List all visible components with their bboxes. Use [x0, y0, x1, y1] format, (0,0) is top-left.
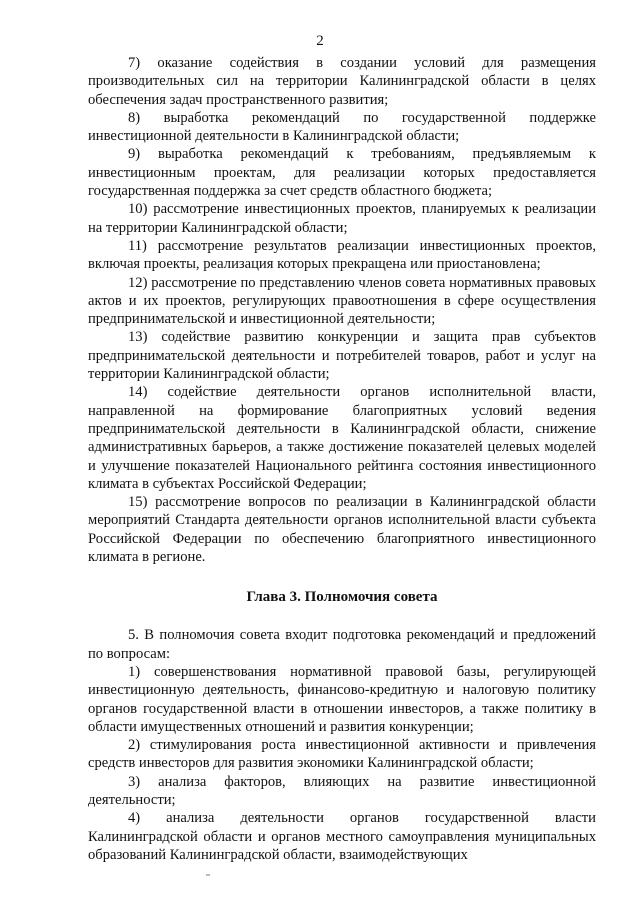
- list-item: 9) выработка рекомендаций к требованиям, предъявляемым к инвестиционным проектам, для реализации которых предоставляется государственная поддержка за счет средств областного бюджета;: [88, 146, 596, 200]
- list-item: 3) анализа факторов, влияющих на развитие инвестиционной деятельности;: [88, 773, 596, 808]
- list-item: 1) совершенствования нормативной правовой базы, регулирующей инвестиционную деятельность, финансово-кредитную и налоговую политику органов государственной власти в отношении инвесторов, а также политику в области имущественных отношений и развития конкуренции;: [88, 663, 596, 735]
- scan-speck: [206, 874, 210, 876]
- list-item: 8) выработка рекомендаций по государственной поддержке инвестиционной деятельности в Калининградской области;: [88, 109, 596, 145]
- list-item: 5. В полномочия совета входит подготовка рекомендаций и предложений по вопросам:: [88, 627, 596, 662]
- page-number: 2: [316, 33, 324, 49]
- list-item: 10) рассмотрение инвестиционных проектов, планируемых к реализации на территории Калининградской области;: [88, 201, 596, 236]
- list-item: 13) содействие развитию конкуренции и защита прав субъектов предпринимательской деятельности и потребителей товаров, работ и услуг на территории Калининградской области;: [88, 329, 596, 383]
- document-body: [88, 54, 596, 864]
- list-item: 12) рассмотрение по представлению членов совета нормативных правовых актов и их проектов, регулирующих правоотношения в сфере осуществления предпринимательской и инвестиционной деятельности;: [88, 274, 596, 328]
- list-item: 7) оказание содействия в создании условий для размещения производительных сил на территории Калининградской области в целях обеспечения задач пространственного развития;: [88, 55, 596, 108]
- list-item: 4) анализа деятельности органов государственной власти Калининградской области и органов местного самоуправления муниципальных образований Калининградской области, взаимодействующих: [88, 810, 596, 863]
- chapter-heading: Глава 3. Полномочия совета: [246, 589, 438, 606]
- list-item: 14) содействие деятельности органов исполнительной власти, направленной на формирование благоприятных условий ведения предпринимательской деятельности в Калининградской области, снижение административных барьеров, а также достижение показателей целевых моделей и улучшение показателей Национального рейтинга состояния инвестиционного климата в субъектах Российской Федерации;: [88, 384, 596, 492]
- list-item: 15) рассмотрение вопросов по реализации в Калининградской области мероприятий Стандарта деятельности органов исполнительной власти субъекта Российской Федерации по обеспечению благоприятного инвестиционного климата в регионе.: [88, 494, 596, 566]
- list-item: 11) рассмотрение результатов реализации инвестиционных проектов, включая проекты, реализация которых прекращена или приостановлена;: [88, 237, 596, 273]
- list-item: 2) стимулирования роста инвестиционной активности и привлечения средств инвесторов для развития экономики Калининградской области;: [88, 737, 596, 772]
